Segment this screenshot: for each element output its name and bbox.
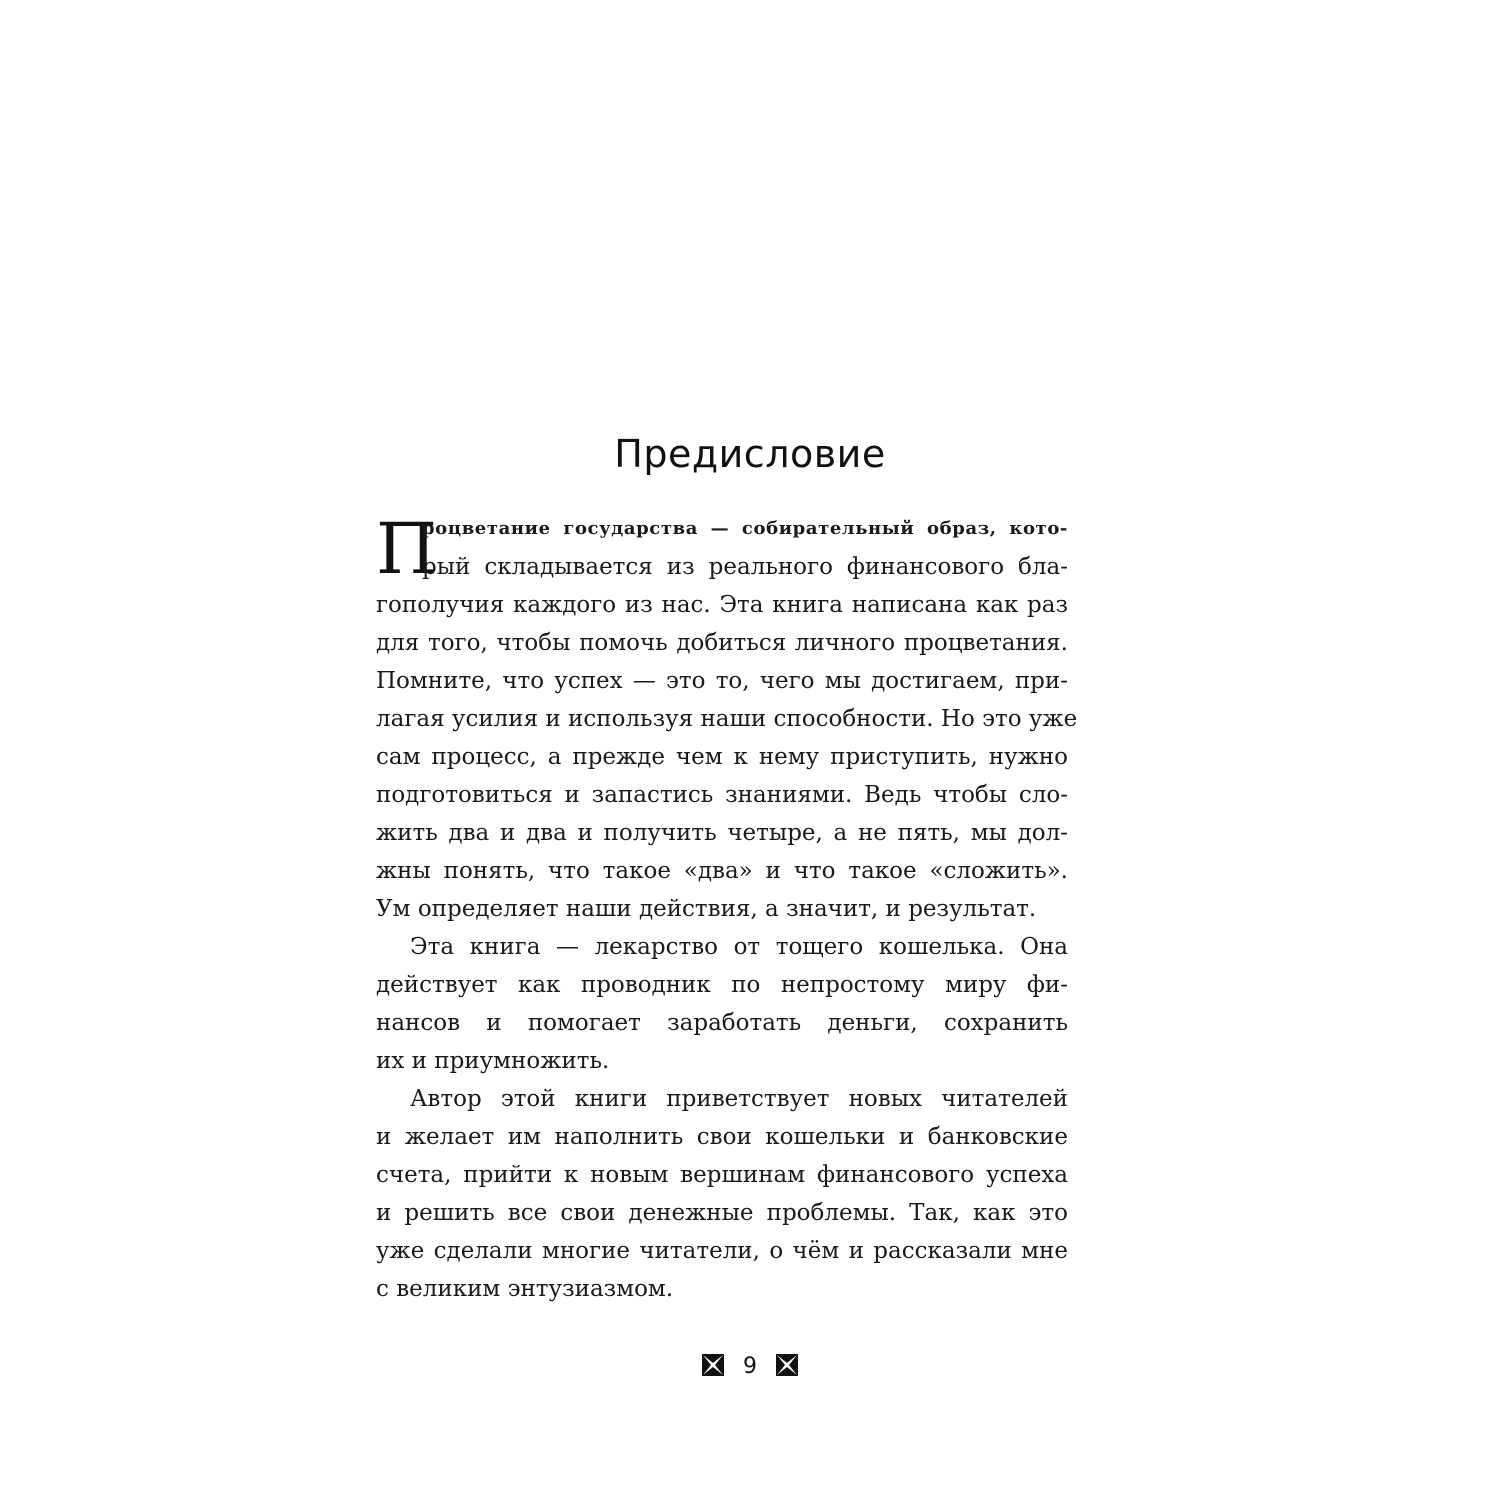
chapter-title: Предисловие [614,432,886,476]
text-line: уже сделали многие читатели, о чём и рассказали мне [376,1238,1068,1264]
text-line: Эта книга — лекарство от тощего кошелька. Она [410,934,1068,960]
text-line: и решить все свои денежные проблемы. Так, как это [376,1200,1068,1226]
text-line: действует как проводник по непростому миру фи- [376,972,1068,998]
text-line: с великим энтузиазмом. [376,1276,674,1302]
text-line: их и приумножить. [376,1048,610,1074]
text-line: счета, прийти к новым вершинам финансового успеха [376,1162,1068,1188]
text-line: рый складывается из реального финансового бла- [422,554,1068,580]
text-line: Автор этой книги приветствует новых читателей [410,1086,1068,1112]
page-footer [0,1354,1500,1379]
text-line: роцветание государства — собирательный образ, кото- [422,518,1068,539]
text-line: и желает им наполнить свои кошельки и банковские [376,1124,1068,1150]
text-line: лагая усилия и используя наши способности. Но это уже [376,706,1078,732]
text-line: Ум определяет наши действия, а значит, и результат. [376,896,1037,922]
ornament-right-icon [776,1354,798,1376]
preface-text [376,510,1078,1308]
text-line: нансов и помогает заработать деньги, сохранить [376,1010,1068,1036]
drop-cap: П [376,508,438,590]
text-line: сам процесс, а прежде чем к нему приступить, нужно [376,744,1068,770]
text-line: жны понять, что такое «два» и что такое «сложить». [376,858,1068,884]
text-line: для того, чтобы помочь добиться личного процветания. [376,630,1068,656]
text-line: жить два и два и получить четыре, а не пять, мы дол- [376,820,1068,846]
text-line: Помните, что успех — это то, чего мы достигаем, при- [376,668,1068,694]
page-number: 9 [743,1354,757,1379]
text-line: гополучия каждого из нас. Эта книга написана как раз [376,592,1068,618]
ornament-left-icon [702,1354,724,1376]
text-line: подготовиться и запастись знаниями. Ведь чтобы сло- [376,782,1068,808]
